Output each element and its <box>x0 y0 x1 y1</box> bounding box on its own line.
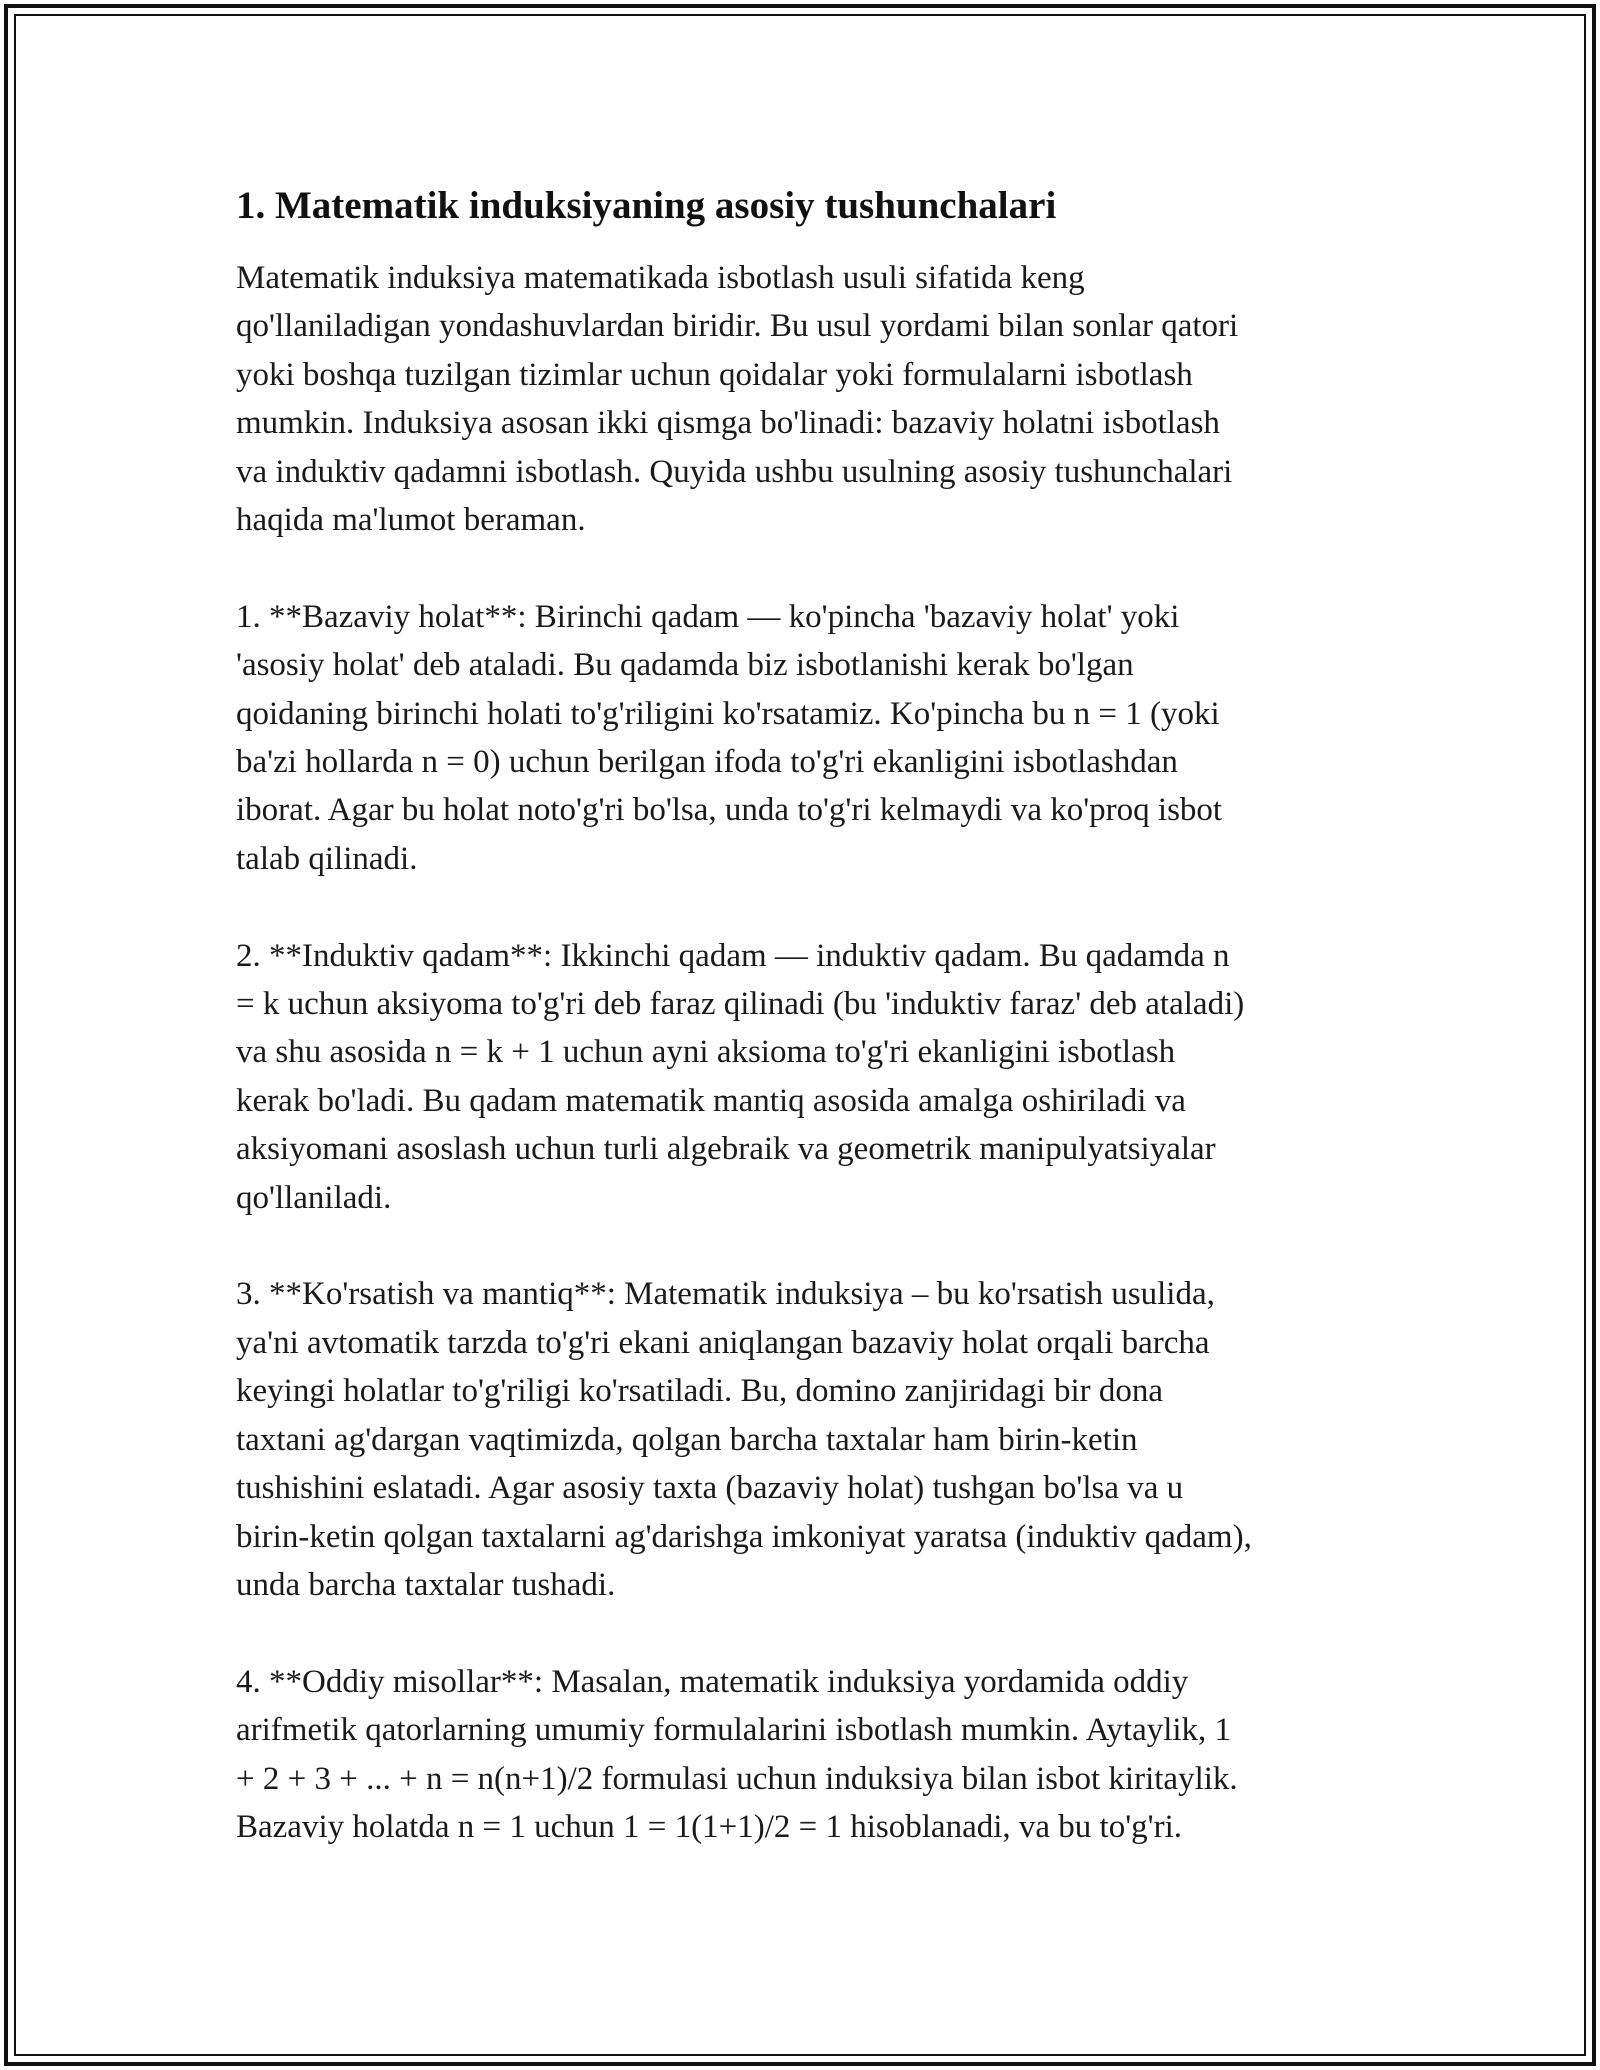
text-line: qo'llaniladi. <box>236 1179 392 1216</box>
text-line: = k uchun aksiyoma to'g'ri deb faraz qilinadi (bu 'induktiv faraz' deb ataladi) <box>236 986 1245 1023</box>
text-line: talab qilinadi. <box>236 840 418 877</box>
section-title: 1. Matematik induksiyaning asosiy tushunchalari <box>236 184 1057 227</box>
text-line: qoidaning birinchi holati to'g'riligini ko'rsatamiz. Ko'pincha bu n = 1 (yoki <box>236 695 1220 732</box>
text-line: iborat. Agar bu holat noto'g'ri bo'lsa, unda to'g'ri kelmaydi va ko'proq isbot <box>236 792 1223 829</box>
list-item-simple-examples <box>236 1658 1386 1852</box>
text-line: birin-ketin qolgan taxtalarni ag'darishga imkoniyat yaratsa (induktiv qadam), <box>236 1518 1252 1555</box>
list-item-base-case <box>236 593 1386 883</box>
text-line: ya'ni avtomatik tarzda to'g'ri ekani aniqlangan bazaviy holat orqali barcha <box>236 1324 1210 1361</box>
text-line: haqida ma'lumot beraman. <box>236 502 586 539</box>
text-line: + 2 + 3 + ... + n = n(n+1)/2 formulasi uchun induksiya bilan isbot kiritaylik. <box>236 1760 1238 1797</box>
text-line: 4. **Oddiy misollar**: Masalan, matematik induksiya yordamida oddiy <box>236 1663 1189 1700</box>
text-line: Bazaviy holatda n = 1 uchun 1 = 1(1+1)/2 = 1 hisoblanadi, va bu to'g'ri. <box>236 1808 1182 1845</box>
text-line: qo'llaniladigan yondashuvlardan biridir. Bu usul yordami bilan sonlar qatori <box>236 308 1239 345</box>
text-line: mumkin. Induksiya asosan ikki qismga bo'linadi: bazaviy holatni isbotlash <box>236 405 1220 442</box>
text-line: 2. **Induktiv qadam**: Ikkinchi qadam — induktiv qadam. Bu qadamda n <box>236 937 1230 974</box>
list-item-inductive-step <box>236 932 1386 1222</box>
text-line: va shu asosida n = k + 1 uchun ayni aksioma to'g'ri ekanligini isbotlash <box>236 1034 1176 1071</box>
text-line: 'asosiy holat' deb ataladi. Bu qadamda biz isbotlanishi kerak bo'lgan <box>236 647 1134 684</box>
text-line: unda barcha taxtalar tushadi. <box>236 1566 616 1603</box>
list-item-demonstration <box>236 1270 1386 1609</box>
text-line: 1. **Bazaviy holat**: Birinchi qadam — ko'pincha 'bazaviy holat' yoki <box>236 598 1180 635</box>
text-line: yoki boshqa tuzilgan tizimlar uchun qoidalar yoki formulalarni isbotlash <box>236 356 1193 393</box>
text-line: arifmetik qatorlarning umumiy formulalarini isbotlash mumkin. Aytaylik, 1 <box>236 1712 1232 1749</box>
text-line: aksiyomani asoslash uchun turli algebraik va geometrik manipulyatsiyalar <box>236 1131 1216 1168</box>
text-line: kerak bo'ladi. Bu qadam matematik mantiq asosida amalga oshiriladi va <box>236 1082 1186 1119</box>
text-line: tushishini eslatadi. Agar asosiy taxta (bazaviy holat) tushgan bo'lsa va u <box>236 1470 1184 1507</box>
text-line: ba'zi hollarda n = 0) uchun berilgan ifoda to'g'ri ekanligini isbotlashdan <box>236 744 1178 781</box>
document-body <box>236 182 1386 1851</box>
text-line: keyingi holatlar to'g'riligi ko'rsatiladi. Bu, domino zanjiridagi bir dona <box>236 1373 1163 1410</box>
text-line: va induktiv qadamni isbotlash. Quyida ushbu usulning asosiy tushunchalari <box>236 453 1233 490</box>
text-line: taxtani ag'dargan vaqtimizda, qolgan barcha taxtalar ham birin-ketin <box>236 1421 1138 1458</box>
text-line: 3. **Ko'rsatish va mantiq**: Matematik induksiya – bu ko'rsatish usulida, <box>236 1276 1215 1313</box>
text-line: Matematik induksiya matematikada isbotlash usuli sifatida keng <box>236 260 1085 296</box>
intro-paragraph <box>236 254 1386 544</box>
